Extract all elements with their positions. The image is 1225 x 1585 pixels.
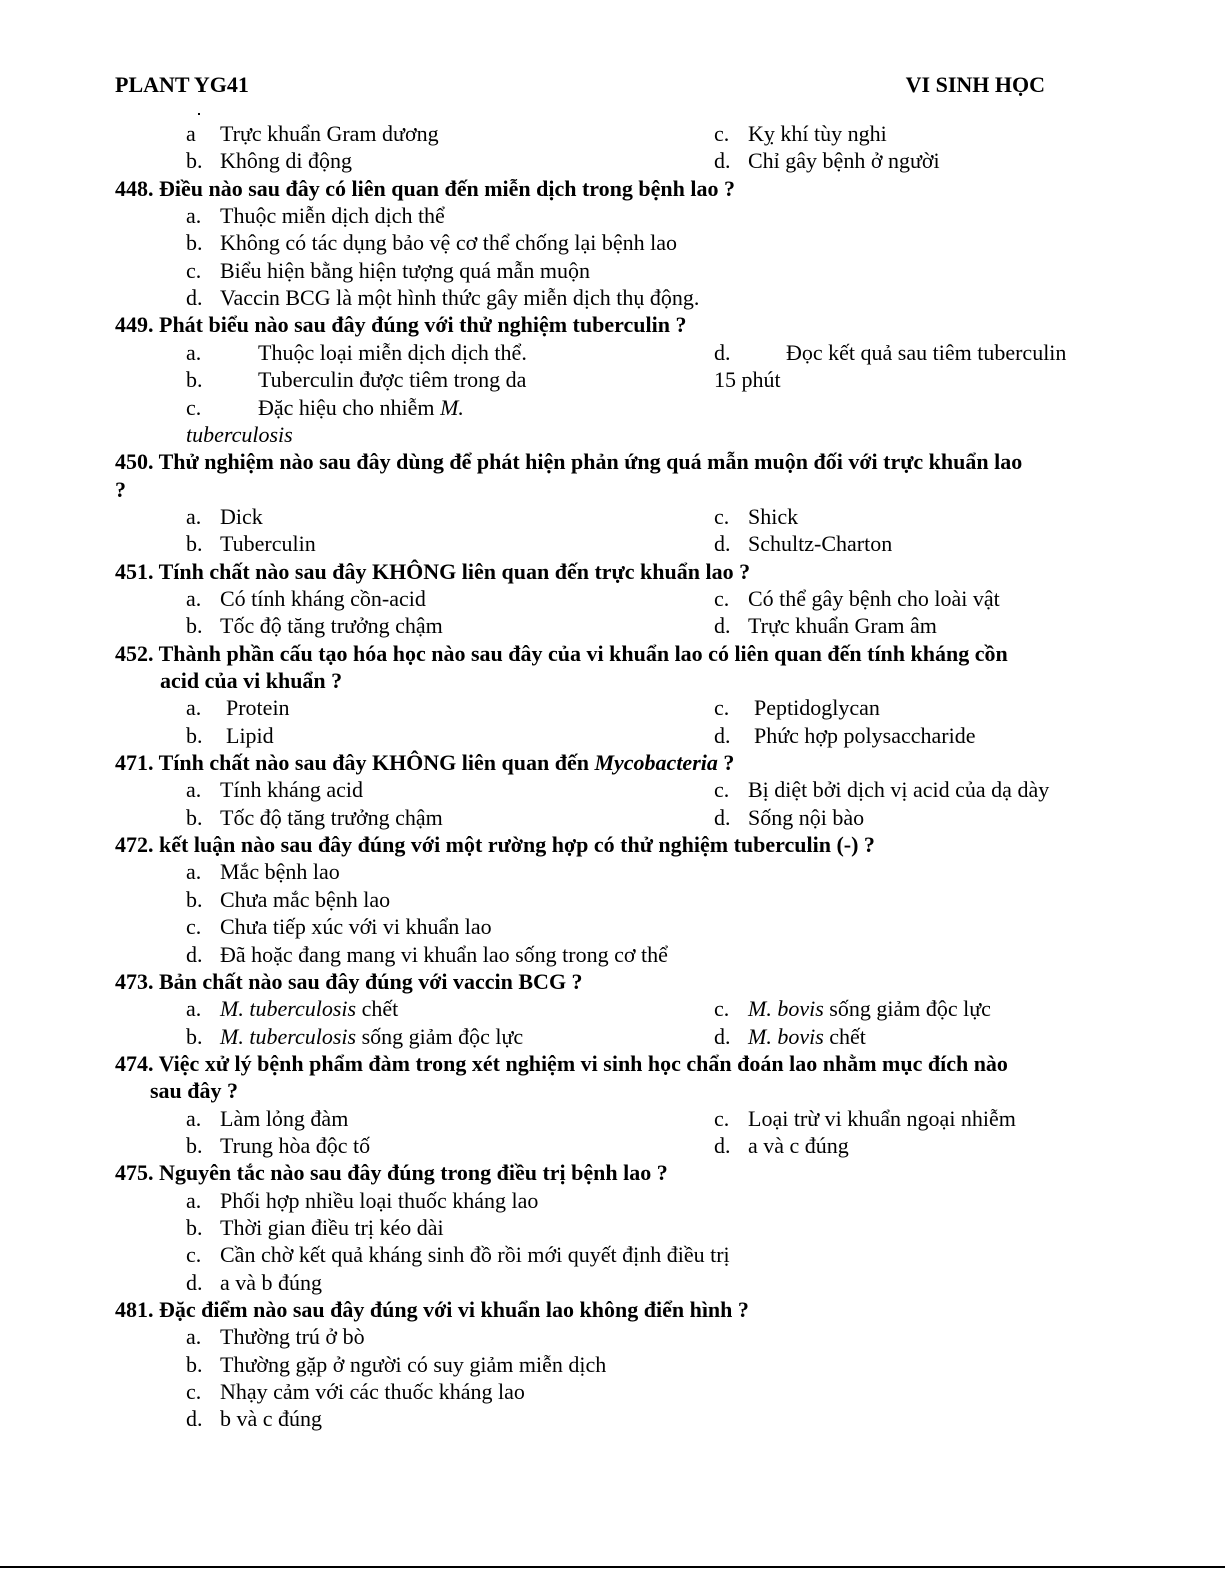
- option-text: Schultz-Charton: [748, 531, 893, 556]
- document-line: [0, 476, 1225, 503]
- document-line: [0, 421, 1225, 448]
- option: [186, 394, 464, 421]
- option: [186, 858, 340, 885]
- option-letter: b.: [186, 230, 203, 255]
- option-right: [714, 612, 937, 639]
- option-text: Nhạy cảm với các thuốc kháng lao: [220, 1379, 525, 1404]
- option: [186, 886, 390, 913]
- document-line: [0, 530, 1225, 557]
- document-line: [0, 1405, 1225, 1432]
- option-right: [714, 804, 864, 831]
- option-letter: b.: [186, 367, 203, 392]
- option: [186, 1269, 322, 1296]
- option-right: [714, 776, 1049, 803]
- option-text: Sống nội bào: [748, 805, 865, 830]
- option-text: Không có tác dụng bảo vệ cơ thể chống lại bệnh lao: [220, 230, 677, 255]
- option-letter: c.: [714, 777, 730, 802]
- option-left: [186, 530, 316, 557]
- option-text: Vaccin BCG là một hình thức gây miễn dịch thụ động.: [220, 285, 700, 310]
- option: [186, 1214, 444, 1241]
- option-right: [714, 1132, 849, 1159]
- option-italic-term: M. tuberculosis: [220, 996, 357, 1021]
- option-letter: a.: [186, 996, 202, 1021]
- question-text: 448. Điều nào sau đây có liên quan đến miễn dịch trong bệnh lao ?: [115, 176, 735, 201]
- option-right: [714, 147, 940, 174]
- document-line: [0, 1105, 1225, 1132]
- option-text: Có thể gây bệnh cho loài vật: [748, 586, 1000, 611]
- option-letter: a.: [186, 203, 202, 228]
- option-text: Tuberculin: [220, 531, 316, 556]
- option-letter: c.: [186, 1379, 202, 1404]
- question-text: 472. kết luận nào sau đây đúng với một rường hợp có thử nghiệm tuberculin (-) ?: [115, 832, 875, 857]
- document-line: [0, 394, 1225, 421]
- option-right: [714, 694, 880, 721]
- document-line: [0, 1214, 1225, 1241]
- option-text: Loại trừ vi khuẩn ngoại nhiễm: [748, 1106, 1016, 1131]
- question-text-tail: ?: [717, 750, 735, 775]
- option-italic-term: M.: [440, 395, 464, 420]
- option-left: [186, 503, 263, 530]
- option-text: chết: [823, 1024, 866, 1049]
- document-line: [0, 886, 1225, 913]
- document-line: [0, 257, 1225, 284]
- option-letter: a.: [186, 1324, 202, 1349]
- option-letter: d.: [714, 613, 731, 638]
- option-text: Protein: [226, 695, 290, 720]
- option-letter: b.: [186, 1215, 203, 1240]
- bottom-rule: [0, 1566, 1225, 1568]
- option-text: Thời gian điều trị kéo dài: [220, 1215, 444, 1240]
- document-line: [0, 1269, 1225, 1296]
- option-italic-term: M. bovis: [748, 996, 824, 1021]
- document-line: [0, 585, 1225, 612]
- option-letter: c.: [714, 1106, 730, 1131]
- option-right: [714, 585, 1000, 612]
- option: [186, 1378, 525, 1405]
- document-line: [0, 175, 1225, 202]
- document-line: [0, 1159, 1225, 1186]
- option-left: [186, 366, 526, 393]
- option-letter: d.: [186, 1406, 203, 1431]
- option-text: Chỉ gây bệnh ở người: [748, 148, 940, 173]
- option-italic-term: M. tuberculosis: [220, 1024, 357, 1049]
- option-letter: b.: [186, 805, 203, 830]
- option-letter: a.: [186, 777, 202, 802]
- option-right: [714, 366, 781, 393]
- option-letter: a.: [186, 859, 202, 884]
- option-letter: b.: [186, 1352, 203, 1377]
- document-line: [0, 749, 1225, 776]
- option-text: Dick: [220, 504, 263, 529]
- option-letter: b.: [186, 1133, 203, 1158]
- document-line: [0, 1132, 1225, 1159]
- document-line: [0, 968, 1225, 995]
- option-right: [714, 1105, 1016, 1132]
- question-text: 451. Tính chất nào sau đây KHÔNG liên quan đến trực khuẩn lao ?: [115, 559, 751, 584]
- option-text: Trung hòa độc tố: [220, 1133, 371, 1158]
- option-text: Chưa mắc bệnh lao: [220, 887, 391, 912]
- option-text: Bị diệt bởi dịch vị acid của dạ dày: [748, 777, 1050, 802]
- option: [186, 284, 699, 311]
- option-left: [186, 1132, 370, 1159]
- option-text: Shick: [748, 504, 799, 529]
- document-line: [0, 1023, 1225, 1050]
- document-line: [0, 339, 1225, 366]
- document-line: [0, 366, 1225, 393]
- option: [186, 202, 445, 229]
- option-text: sống giảm độc lực: [823, 996, 991, 1021]
- option-letter: c.: [714, 996, 730, 1021]
- option-text: Lipid: [226, 723, 274, 748]
- document-line: [0, 1241, 1225, 1268]
- option-text: Tốc độ tăng trưởng chậm: [220, 805, 443, 830]
- option-left: [186, 804, 443, 831]
- option-text: Peptidoglycan: [754, 695, 880, 720]
- option-left: [186, 339, 527, 366]
- document-line: [0, 694, 1225, 721]
- option-left: [186, 1105, 348, 1132]
- option-right: [714, 530, 892, 557]
- option-right: [714, 995, 991, 1022]
- option-letter: a.: [186, 340, 202, 365]
- option: [186, 913, 492, 940]
- option-text: Có tính kháng cồn-acid: [220, 586, 426, 611]
- option: [186, 229, 677, 256]
- option-left: [186, 776, 363, 803]
- option-text: Thuộc loại miễn dịch dịch thể.: [258, 340, 527, 365]
- option-text: Trực khuẩn Gram dương: [220, 121, 439, 146]
- document-line: [0, 1187, 1225, 1214]
- option-letter: a.: [186, 586, 202, 611]
- option-letter: c.: [186, 914, 202, 939]
- option-text: a và c đúng: [748, 1133, 849, 1158]
- option-letter: c.: [714, 121, 730, 146]
- option-letter: d.: [714, 531, 731, 556]
- header-left: PLANT YG41: [115, 72, 249, 97]
- option-text: Trực khuẩn Gram âm: [748, 613, 937, 638]
- option-right: [714, 120, 887, 147]
- option-letter: b.: [186, 887, 203, 912]
- option-text: Không di động: [220, 148, 352, 173]
- option: [186, 1241, 730, 1268]
- option: [186, 1187, 538, 1214]
- option-letter: d.: [714, 148, 731, 173]
- question-text: ?: [115, 477, 126, 502]
- option-text: b và c đúng: [220, 1406, 323, 1431]
- option-text: Đọc kết quả sau tiêm tuberculin: [786, 340, 1067, 365]
- option-letter: d.: [186, 942, 203, 967]
- question-text: 481. Đặc điểm nào sau đây đúng với vi khuẩn lao không điển hình ?: [115, 1297, 749, 1322]
- document-line: [0, 913, 1225, 940]
- option-text: Cần chờ kết quả kháng sinh đồ rồi mới quyết định điều trị: [220, 1242, 730, 1267]
- option-letter: d.: [186, 285, 203, 310]
- question-text: 452. Thành phần cấu tạo hóa học nào sau đây của vi khuẩn lao có liên quan đến tính kháng cồn: [115, 641, 1008, 666]
- option-letter: a.: [186, 1106, 202, 1131]
- document-line: [0, 1050, 1225, 1077]
- option-left: [186, 722, 274, 749]
- option-letter: a: [186, 121, 196, 146]
- option: [186, 1351, 606, 1378]
- option-text: sống giảm độc lực: [356, 1024, 524, 1049]
- document-line: [0, 995, 1225, 1022]
- option-letter: d.: [714, 1133, 731, 1158]
- option-text: Phối hợp nhiều loại thuốc kháng lao: [220, 1188, 539, 1213]
- question-text: 449. Phát biểu nào sau đây đúng với thử nghiệm tuberculin ?: [115, 312, 687, 337]
- option-text: chết: [356, 996, 399, 1021]
- option-letter: d.: [714, 723, 731, 748]
- option-letter: b.: [186, 723, 203, 748]
- document-line: [0, 202, 1225, 229]
- option-right: [714, 1023, 866, 1050]
- option-left: [186, 694, 290, 721]
- question-text: 474. Việc xử lý bệnh phẩm đàm trong xét nghiệm vi sinh học chẩn đoán lao nhằm mục đích nào: [115, 1051, 1008, 1076]
- option-text: 15 phút: [714, 367, 781, 392]
- option-letter: b.: [186, 613, 203, 638]
- option-text: Tuberculin được tiêm trong da: [258, 367, 527, 392]
- document-line: [0, 120, 1225, 147]
- stray-dot: [198, 113, 200, 115]
- document-line: [0, 284, 1225, 311]
- option-letter: a.: [186, 1188, 202, 1213]
- option-letter: c.: [186, 395, 202, 420]
- document-line: [0, 640, 1225, 667]
- document-line: [0, 831, 1225, 858]
- option-text: Thường gặp ở người có suy giảm miễn dịch: [220, 1352, 607, 1377]
- header-right: VI SINH HỌC: [905, 72, 1045, 97]
- document-line: [0, 776, 1225, 803]
- document-line: [0, 503, 1225, 530]
- option-left: [186, 147, 352, 174]
- option-left: [186, 612, 443, 639]
- option-text: Thuộc miễn dịch dịch thể: [220, 203, 445, 228]
- document-line: [0, 667, 1225, 694]
- document-line: [0, 612, 1225, 639]
- option-letter: b.: [186, 1024, 203, 1049]
- page-header: [115, 72, 1045, 98]
- option-left: [186, 995, 398, 1022]
- document-line: [0, 1323, 1225, 1350]
- option: [186, 1323, 365, 1350]
- option-letter: d.: [186, 1270, 203, 1295]
- option: [186, 1405, 322, 1432]
- question-text: acid của vi khuẩn ?: [160, 668, 343, 693]
- option-text: Kỵ khí tùy nghi: [748, 121, 887, 146]
- option-text: Làm lỏng đàm: [220, 1106, 349, 1131]
- option-letter: c.: [186, 258, 202, 283]
- document-line: [0, 558, 1225, 585]
- document-line: [0, 1378, 1225, 1405]
- question-text: [115, 749, 734, 776]
- document-line: [0, 941, 1225, 968]
- document-line: [0, 147, 1225, 174]
- document-line: [0, 229, 1225, 256]
- option-text: a và b đúng: [220, 1270, 323, 1295]
- option-text: Tốc độ tăng trưởng chậm: [220, 613, 443, 638]
- option: [186, 941, 668, 968]
- option-text: Đã hoặc đang mang vi khuẩn lao sống trong cơ thể: [220, 942, 668, 967]
- option-letter: d.: [714, 340, 731, 365]
- option-italic-term: M. bovis: [748, 1024, 824, 1049]
- option-text: Chưa tiếp xúc với vi khuẩn lao: [220, 914, 492, 939]
- option: [186, 257, 590, 284]
- option-letter: d.: [714, 1024, 731, 1049]
- option-left: [186, 120, 439, 147]
- question-text: sau đây ?: [150, 1078, 239, 1103]
- question-italic-term: Mycobacteria: [594, 750, 718, 775]
- option-right: [714, 339, 1066, 366]
- question-text: 450. Thử nghiệm nào sau đây dùng để phát hiện phản ứng quá mẫn muộn đối với trực khuẩn lao: [115, 449, 1023, 474]
- option-letter: d.: [714, 805, 731, 830]
- option-left: [186, 1023, 523, 1050]
- option-right: [714, 722, 976, 749]
- question-text-part: 471. Tính chất nào sau đây KHÔNG liên quan đến: [115, 750, 595, 775]
- document-line: [0, 311, 1225, 338]
- option-continuation: tuberculosis: [186, 422, 293, 447]
- document-line: [0, 858, 1225, 885]
- question-text: 473. Bản chất nào sau đây đúng với vaccin BCG ?: [115, 969, 583, 994]
- option-right: [714, 503, 798, 530]
- document-line: [0, 804, 1225, 831]
- option-letter: b.: [186, 531, 203, 556]
- document-line: [0, 722, 1225, 749]
- document-line: [0, 1296, 1225, 1323]
- option-text: Mắc bệnh lao: [220, 859, 340, 884]
- option-left: [186, 585, 426, 612]
- option-text: Phức hợp polysaccharide: [754, 723, 976, 748]
- option-letter: c.: [714, 695, 730, 720]
- option-letter: a.: [186, 695, 202, 720]
- option-letter: c.: [186, 1242, 202, 1267]
- option-letter: a.: [186, 504, 202, 529]
- option-text: Thường trú ở bò: [220, 1324, 365, 1349]
- document-line: [0, 448, 1225, 475]
- option-letter: b.: [186, 148, 203, 173]
- question-text: 475. Nguyên tắc nào sau đây đúng trong điều trị bệnh lao ?: [115, 1160, 668, 1185]
- option-text: Biểu hiện bằng hiện tượng quá mẫn muộn: [220, 258, 590, 283]
- option-text: Tính kháng acid: [220, 777, 363, 802]
- document-line: [0, 1077, 1225, 1104]
- option-text: Đặc hiệu cho nhiễm: [258, 395, 441, 420]
- document-line: [0, 1351, 1225, 1378]
- option-letter: c.: [714, 504, 730, 529]
- option-letter: c.: [714, 586, 730, 611]
